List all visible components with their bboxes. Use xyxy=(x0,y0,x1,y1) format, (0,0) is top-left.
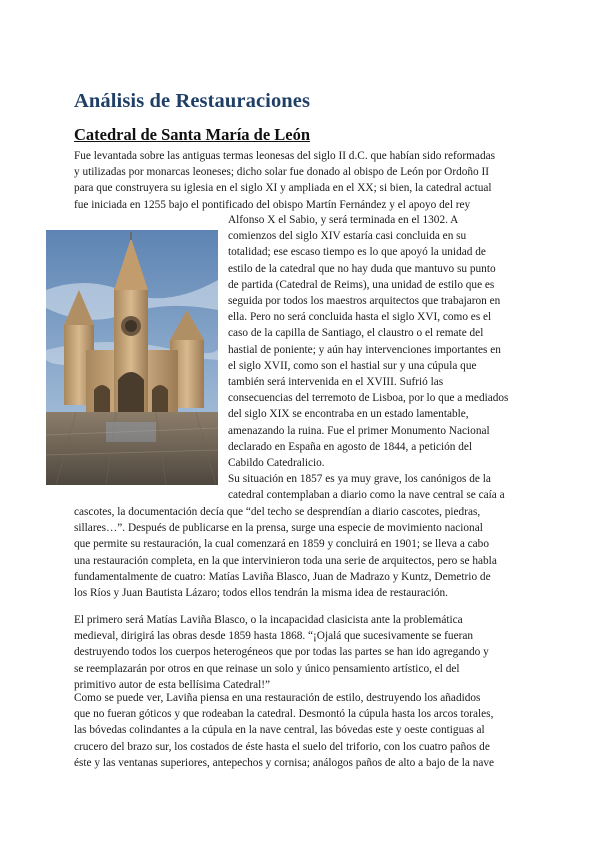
text-line: destruyendo todos los cuerpos heterogéneos que por todas las partes se han ido agregando y xyxy=(74,646,489,659)
document-title: Análisis de Restauraciones xyxy=(74,90,311,112)
cathedral-photo xyxy=(46,230,218,485)
text-line: hastial de poniente; y aún hay intervenciones importantes en xyxy=(228,343,501,356)
text-line: seguida por todos los maestros arquitectos que trabajaron en xyxy=(228,295,501,308)
text-line: estilo de la catedral que no hay duda que mantuvo su punto xyxy=(228,262,496,275)
text-line: éste y las ventanas superiores, antepechos y cornisa; análogos paños de alto a bajo de la nave xyxy=(74,756,495,769)
text-line: catedral contemplaban a diario como la nave central se caía a xyxy=(228,489,505,502)
text-line: una restauración completa, en la que intervinieron toda una serie de arquitectos, pero se habla xyxy=(74,554,497,567)
text-line: amenazando la ruina. Fue el primer Monumento Nacional xyxy=(228,424,490,437)
text-line: caso de la capilla de Santiago, el claustro o el remate del xyxy=(228,327,484,340)
paragraph-lavina xyxy=(74,612,524,693)
text-line: cascotes, la documentación decía que “del techo se desprendían a diario cascotes, piedras, xyxy=(74,506,481,518)
text-line: también será intervenida en el XVIII. Sufrió las xyxy=(228,376,444,389)
text-line: del siglo XIX se encontraba en un estado lamentable, xyxy=(228,408,469,421)
paragraph-restoration xyxy=(74,504,524,601)
text-line: para que construyera su iglesia en el siglo XI y ampliada en el XX; si bien, la catedral actual xyxy=(74,182,492,195)
text-line: que permite su restauración, la cual comenzará en 1859 y concluirá en 1901; se lleva a cabo xyxy=(74,538,489,551)
text-line: El primero será Matías Laviña Blasco, o la incapacidad clasicista ante la problemática xyxy=(74,614,463,626)
text-line: Como se puede ver, Laviña piensa en una restauración de estilo, destruyendo los añadidos xyxy=(74,692,481,704)
text-line: los Ríos y Juan Bautista Lázaro; todos ellos tendrán la misma idea de restauración. xyxy=(74,587,448,600)
text-line: sillares…”. Después de publicarse en la prensa, surge una especie de movimiento nacional xyxy=(74,522,483,535)
text-line: el siglo XVII, como son el hastial sur y una cúpula que xyxy=(228,359,477,372)
text-line: fue iniciada en 1255 bajo el pontificado del obispo Martín Fernández y el apoyo del rey xyxy=(74,198,471,211)
text-line: de partida (Catedral de Reims), una unidad de estilo que es xyxy=(228,278,495,291)
text-line: Su situación en 1857 es ya muy grave, los canónigos de la xyxy=(228,473,491,486)
text-line: Alfonso X el Sabio, y será terminada en el 1302. A xyxy=(228,214,459,226)
text-line: Cabildo Catedralicio. xyxy=(228,457,325,470)
text-line: se reemplazarán por otros en que reinase un solo y único pensamiento artístico, el del xyxy=(74,662,460,675)
text-line: las bóvedas colindantes a la cúpula en la nave central, las bóvedas este y oeste contiguas al xyxy=(74,724,485,737)
text-line: primitivo autor de esta bellísima Catedral!” xyxy=(74,678,271,691)
text-line: consecuencias del terremoto de Lisboa, por lo que a mediados xyxy=(228,392,509,405)
text-line: que no fueran góticos y que rodeaban la catedral. Desmontó la cúpula hasta los arcos torales, xyxy=(74,708,494,721)
text-line: ella. Pero no será concluida hasta el siglo XVI, como es el xyxy=(228,311,492,324)
section-title: Catedral de Santa María de León xyxy=(74,125,311,144)
text-line: y utilizadas por monarcas leoneses; dicho solar fue donado al obispo de León por Ordoño II xyxy=(74,166,490,179)
text-line: totalidad; ese escaso tiempo es lo que apoyó la unidad de xyxy=(228,246,486,259)
cathedral-image xyxy=(46,230,218,485)
text-line: comienzos del siglo XIV estaría casi concluida en su xyxy=(228,230,467,243)
paragraph-intro xyxy=(74,148,522,213)
text-line: Fue levantada sobre las antiguas termas leonesas del siglo II d.C. que habían sido reformadas xyxy=(74,150,496,162)
text-line: fundamentalmente de cuatro: Matías Laviña Blasco, Juan de Madrazo y Kuntz, Demetrio de xyxy=(74,570,491,583)
paragraph-style-restoration xyxy=(74,690,524,771)
text-line: declarado en España en agosto de 1844, a petición del xyxy=(228,440,473,453)
text-line: medieval, dirigirá las obras desde 1859 hasta 1868. “¡Ojalá que sucesivamente se fueran xyxy=(74,630,474,643)
paragraph-intro-continued xyxy=(228,212,522,504)
text-line: crucero del brazo sur, los costados de éste hasta el suelo del triforio, con los cuatro paños de xyxy=(74,740,490,753)
